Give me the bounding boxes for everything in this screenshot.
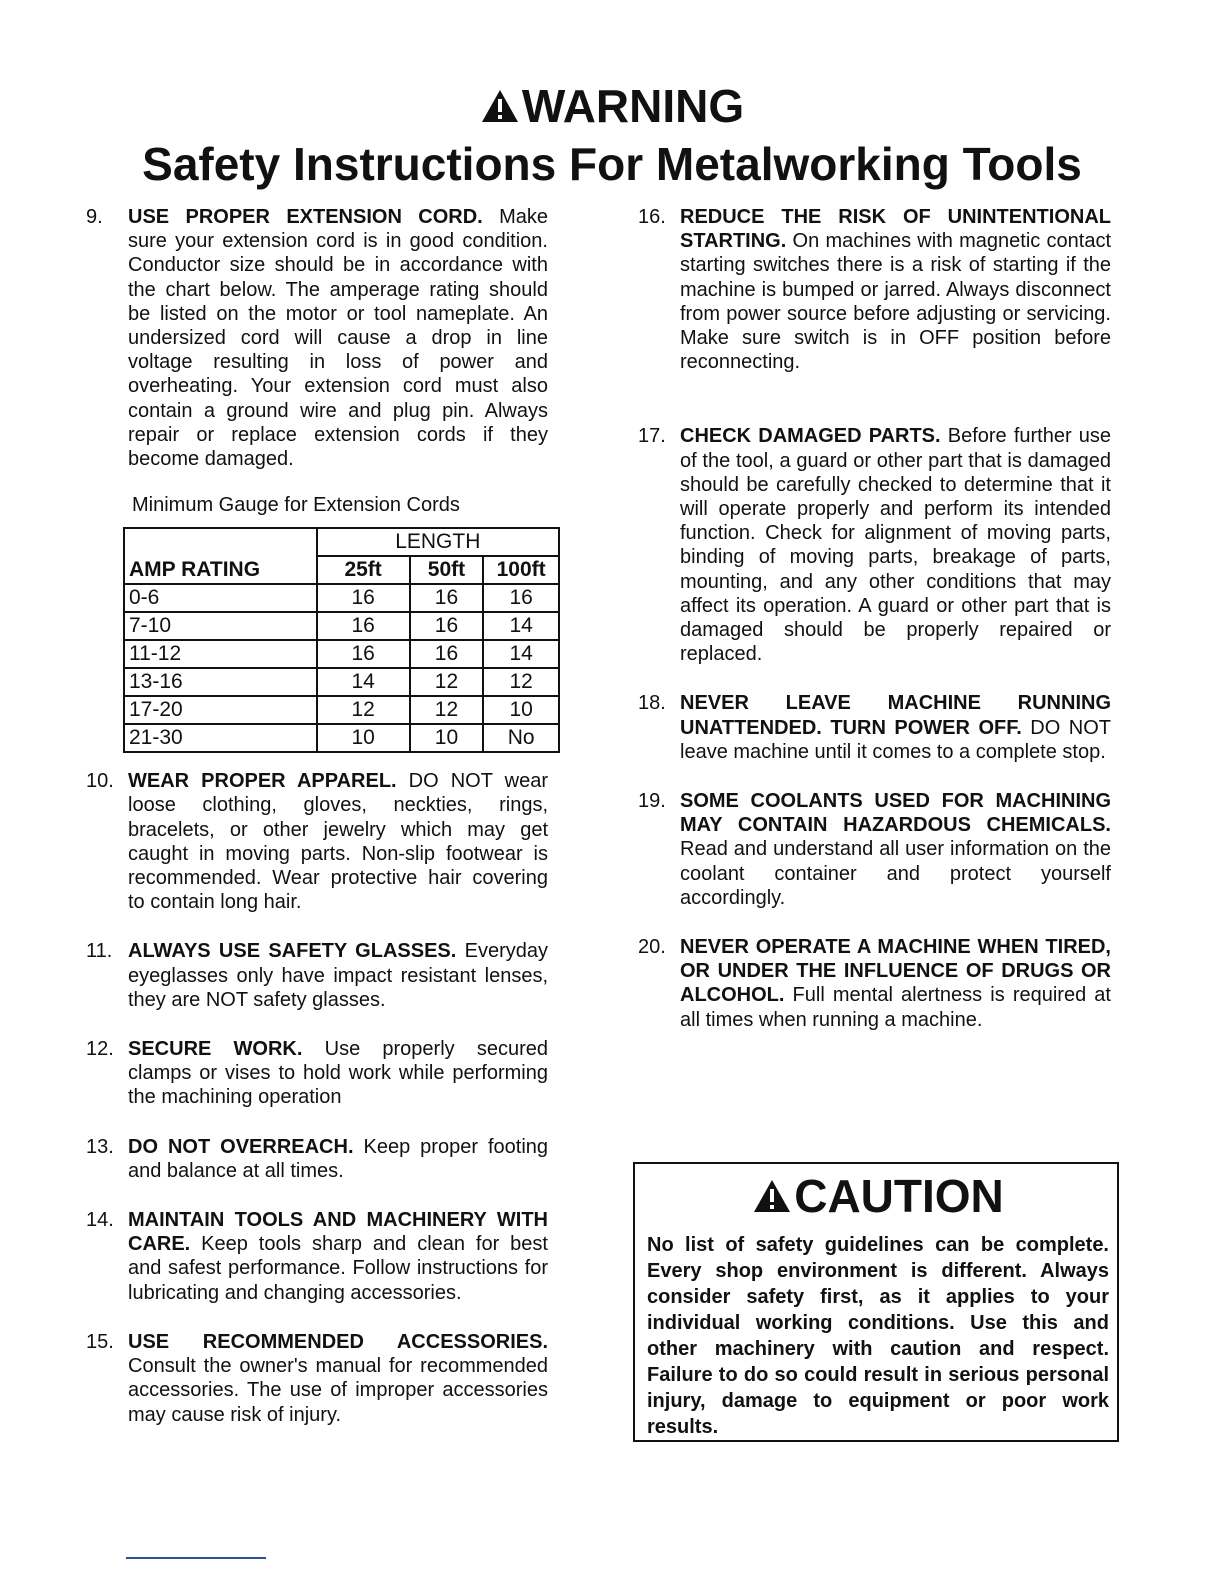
safety-item-9 — [86, 205, 548, 471]
item-number: 13. — [86, 1135, 114, 1158]
safety-item-12 — [86, 1037, 548, 1110]
safety-item-10 — [86, 769, 548, 914]
item-lead: USE RECOMMENDED ACCESSORIES. — [128, 1330, 548, 1353]
table-row — [124, 584, 559, 612]
item-lead: NEVER LEAVE MACHINE RUNNING UNATTENDED. TURN POWER OFF. — [680, 692, 1111, 739]
item-text: Keep tools sharp and clean for best and safest performance. Follow instructions for lubricating and changing accessories. — [128, 1233, 548, 1304]
item-number: 16. — [638, 206, 666, 228]
item-number: 20. — [638, 936, 666, 959]
table-row — [124, 668, 559, 696]
amp-cell: 7-10 — [124, 612, 317, 640]
item-lead: NEVER OPERATE A MACHINE WHEN TIRED, OR UNDER THE INFLUENCE OF DRUGS OR ALCOHOL. — [680, 936, 1111, 1007]
left-column — [86, 205, 548, 1427]
item-lead: CHECK DAMAGED PARTS. — [680, 425, 941, 448]
footer-rule — [126, 1557, 266, 1559]
gauge-cell: 16 — [483, 584, 559, 612]
item-number: 18. — [638, 692, 666, 715]
gauge-cell: 12 — [483, 668, 559, 696]
gauge-cell: 10 — [410, 724, 484, 752]
safety-item-15 — [86, 1330, 548, 1427]
caution-triangle-icon — [752, 1178, 792, 1214]
item-lead: SOME COOLANTS USED FOR MACHINING MAY CONTAIN HAZARDOUS CHEMICALS. — [680, 790, 1111, 837]
length-col-50: 50ft — [410, 556, 484, 584]
gauge-cell: 12 — [410, 668, 484, 696]
safety-item-14 — [86, 1208, 548, 1305]
item-lead: USE PROPER EXTENSION CORD. — [128, 206, 483, 228]
item-lead: DO NOT OVERREACH. — [128, 1135, 354, 1158]
item-number: 10. — [86, 770, 114, 793]
table-corner — [124, 528, 317, 556]
gauge-table — [123, 527, 560, 753]
warning-label: WARNING — [521, 80, 745, 132]
item-lead: MAINTAIN TOOLS AND MACHINERY WITH CARE. — [128, 1209, 548, 1256]
gauge-cell: 16 — [410, 612, 484, 640]
item-lead: SECURE WORK. — [128, 1038, 303, 1061]
caution-heading — [647, 1170, 1109, 1222]
item-text: Make sure your extension cord is in good condition. Conductor size should be in accordance with the chart below. The amperage rating should be listed on the motor or tool nameplate. An undersized cord will cause a drop in line voltage resulting in loss of power and overheating. Your extension cord must also contain a ground wire and plug pin. Always repair or replace extension cords if they become damaged. — [128, 206, 548, 471]
item-text: DO NOT wear loose clothing, gloves, neckties, rings, bracelets, or other jewelry which may get caught in moving parts. Non-slip footwear is recommended. Wear protective hair covering to contain long hair. — [128, 770, 549, 914]
gauge-cell: 16 — [410, 584, 484, 612]
gauge-cell: 16 — [317, 612, 410, 640]
item-text: On machines with magnetic contact starting switches there is a risk of starting if the machine is bumped or jarred. Always disconnect from power source before adjusting or servicing. Make sure switch is in OFF position before reconnecting. — [680, 230, 1111, 374]
item-number: 15. — [86, 1330, 114, 1353]
item-number: 17. — [638, 425, 666, 448]
gauge-table-caption: Minimum Gauge for Extension Cords — [132, 494, 460, 517]
safety-item-11 — [86, 939, 548, 1012]
table-row — [124, 724, 559, 752]
caution-label: CAUTION — [794, 1170, 1004, 1222]
item-text: Full mental alertness is required at all times when running a machine. — [680, 984, 1111, 1031]
gauge-cell: 10 — [483, 696, 559, 724]
item-lead: ALWAYS USE SAFETY GLASSES. — [128, 940, 457, 963]
caution-text: No list of safety guidelines can be complete. Every shop environment is different. Always consider safety first, as it applies to your individual working conditions. Use this and other machinery with caution and respect. Failure to do so could result in serious personal injury, damage to equipment or poor work results. — [647, 1234, 1109, 1438]
warning-triangle-icon — [480, 88, 520, 124]
gauge-cell: 16 — [410, 640, 484, 668]
safety-item-18 — [638, 691, 1111, 764]
item-lead: REDUCE THE RISK OF UNINTENTIONAL STARTING. — [680, 206, 1111, 253]
item-text: Use properly secured clamps or vises to hold work while performing the machining operation — [128, 1038, 548, 1109]
length-col-100: 100ft — [483, 556, 559, 584]
amp-header: AMP RATING — [124, 556, 317, 584]
length-col-25: 25ft — [317, 556, 410, 584]
amp-cell: 11-12 — [124, 640, 317, 668]
amp-cell: 17-20 — [124, 696, 317, 724]
item-text: Read and understand all user information on the coolant container and protect yourself accordingly. — [680, 838, 1111, 909]
item-text: Before further use of the tool, a guard or other part that is damaged should be carefully checked to determine that it will operate properly and perform its intended function. Check for alignment of moving parts, binding of moving parts, breakage of parts, mounting, and any other conditions that may affect its operation. A guard or other part that is damaged should be properly repaired or replaced. — [680, 425, 1112, 666]
safety-item-20 — [638, 935, 1111, 1032]
item-number: 19. — [638, 790, 666, 813]
item-lead: WEAR PROPER APPAREL. — [128, 770, 397, 793]
gauge-cell: No — [483, 724, 559, 752]
item-number: 11. — [86, 940, 113, 963]
item-number: 14. — [86, 1209, 114, 1232]
item-number: 12. — [86, 1038, 114, 1061]
table-row — [124, 640, 559, 668]
item-text: Keep proper footing and balance at all times. — [128, 1135, 549, 1182]
item-text: Consult the owner's manual for recommended accessories. The use of improper accessories may cause risk of injury. — [128, 1355, 548, 1426]
amp-cell: 21-30 — [124, 724, 317, 752]
item-number: 9. — [86, 206, 103, 228]
table-row — [124, 696, 559, 724]
safety-item-16 — [638, 205, 1111, 374]
safety-item-19 — [638, 789, 1111, 910]
caution-box — [633, 1162, 1119, 1442]
gauge-cell: 12 — [317, 696, 410, 724]
gauge-cell: 16 — [317, 640, 410, 668]
right-column — [638, 205, 1111, 1032]
page-title: Safety Instructions For Metalworking Tools — [142, 138, 1082, 190]
gauge-cell: 14 — [483, 640, 559, 668]
safety-item-17 — [638, 424, 1111, 666]
gauge-cell: 12 — [410, 696, 484, 724]
table-row — [124, 612, 559, 640]
page-header — [0, 78, 1224, 192]
gauge-cell: 10 — [317, 724, 410, 752]
gauge-cell: 14 — [317, 668, 410, 696]
amp-cell: 13-16 — [124, 668, 317, 696]
warning-heading — [0, 78, 1224, 134]
safety-item-13 — [86, 1135, 548, 1183]
length-header: LENGTH — [317, 528, 559, 556]
gauge-cell: 14 — [483, 612, 559, 640]
item-text: DO NOT leave machine until it comes to a complete stop. — [680, 716, 1111, 763]
amp-cell: 0-6 — [124, 584, 317, 612]
gauge-cell: 16 — [317, 584, 410, 612]
item-text: Everyday eyeglasses only have impact resistant lenses, they are NOT safety glasses. — [128, 940, 549, 1011]
